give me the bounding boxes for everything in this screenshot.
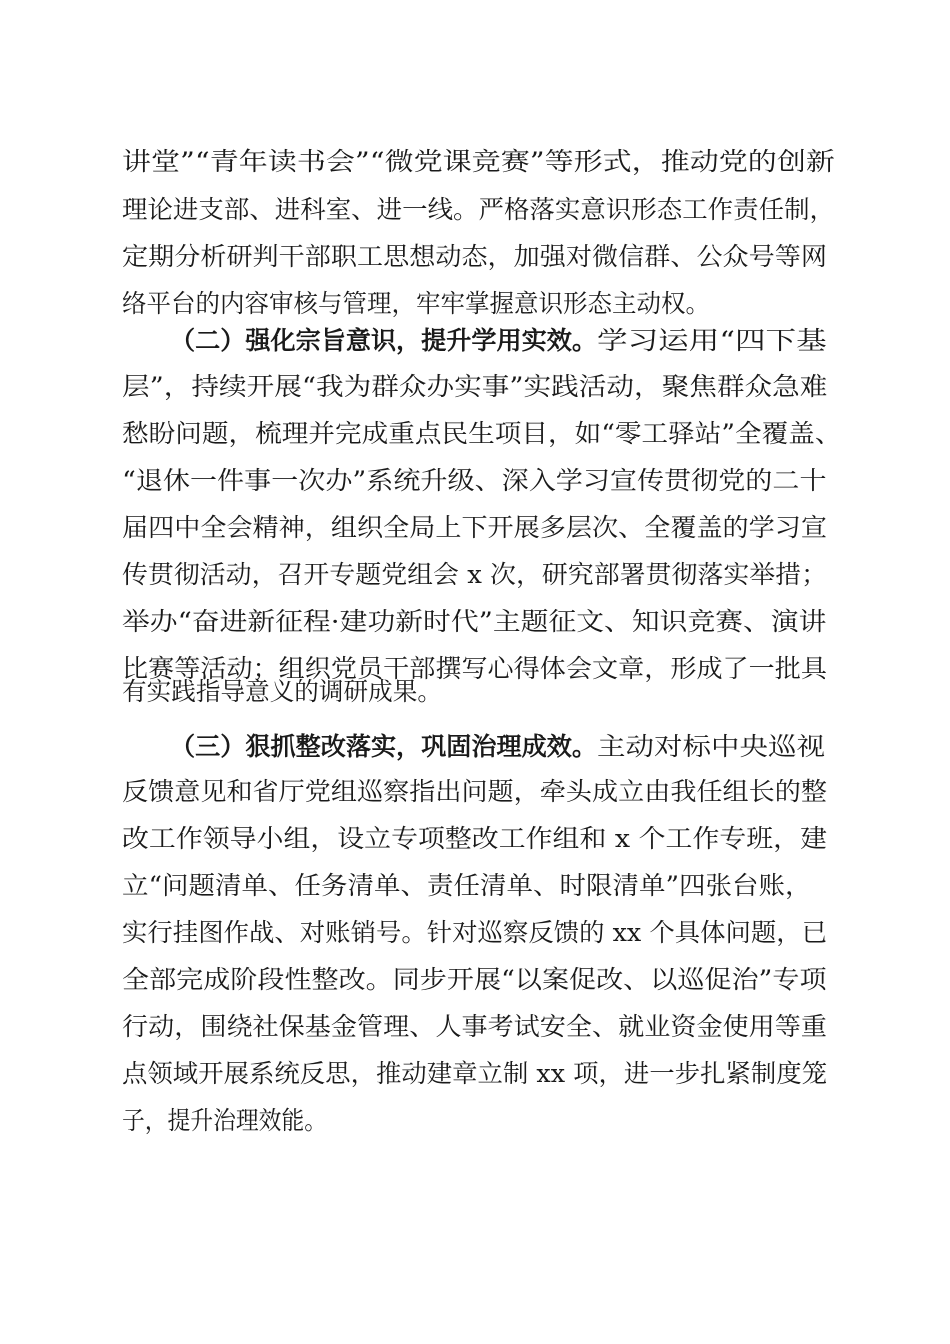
paragraph-line <box>0 321 950 361</box>
paragraph-line <box>0 190 950 230</box>
paragraph-line <box>0 772 950 812</box>
paragraph-line <box>0 602 950 642</box>
line-text: 愁盼问题，梳理并完成重点民生项目，如“零工驿站”全覆盖、 <box>122 419 842 448</box>
paragraph-line <box>0 1054 950 1094</box>
paragraph-line <box>0 1101 950 1141</box>
line-text: 传贯彻活动，召开专题党组会 x 次，研究部署贯彻落实举措； <box>122 560 827 589</box>
line-text: 反馈意见和省厅党组巡察指出问题，牵头成立由我任组长的整 <box>122 777 828 806</box>
paragraph-line <box>0 508 950 548</box>
paragraph-line <box>0 819 950 859</box>
paragraph-line <box>0 237 950 277</box>
line-text: 改工作领导小组，设立专项整改工作组和 x 个工作专班，建 <box>122 824 827 853</box>
line-text: 理论进支部、进科室、进一线。严格落实意识形态工作责任制， <box>122 195 836 224</box>
paragraph-line <box>0 367 950 407</box>
line-text: 络平台的内容审核与管理，牢牢掌握意识形态主动权。 <box>122 289 711 318</box>
line-text: 点领域开展系统反思，推动建章立制 xx 项，进一步扎紧制度笼 <box>122 1059 828 1088</box>
section-heading: （三）狠抓整改落实，巩固治理成效。 <box>170 732 598 761</box>
paragraph-line <box>0 461 950 501</box>
paragraph-line <box>0 142 950 182</box>
line-text: 举办“奋进新征程·建功新时代”主题征文、知识竞赛、演讲 <box>122 607 827 636</box>
paragraph-line <box>0 1007 950 1047</box>
paragraph-line <box>0 555 950 595</box>
line-text: 定期分析研判干部职工思想动态，加强对微信群、公众号等网 <box>122 242 828 271</box>
line-text: 届四中全会精神，组织全局上下开展多层次、全覆盖的学习宣 <box>122 513 828 542</box>
paragraph-line <box>0 866 950 906</box>
line-text: “退休一件事一次办”系统升级、深入学习宣传贯彻党的二十 <box>122 466 827 495</box>
paragraph-line <box>0 284 950 324</box>
line-text: 层”，持续开展“我为群众办实事”实践活动，聚焦群众急难 <box>122 372 828 401</box>
line-text: 有实践指导意义的调研成果。 <box>122 677 443 706</box>
line-text: 主动对标中央巡视 <box>597 732 826 761</box>
line-text: 行动，围绕社保基金管理、人事考试安全、就业资金使用等重 <box>122 1012 828 1041</box>
line-text: 全部完成阶段性整改。同步开展“以案促改、以巡促治”专项 <box>122 965 827 994</box>
paragraph-line <box>0 414 950 454</box>
line-text: 子，提升治理效能。 <box>122 1106 328 1135</box>
section-heading: （二）强化宗旨意识，提升学用实效。 <box>170 326 598 355</box>
paragraph-line <box>0 913 950 953</box>
line-text: 比赛等活动；组织党员干部撰写心得体会文章，形成了一批具 <box>122 654 828 683</box>
paragraph-line <box>0 672 950 712</box>
paragraph-line <box>0 727 950 767</box>
line-text: 讲堂”“青年读书会”“微党课竞赛”等形式，推动党的创新 <box>122 147 835 176</box>
line-text: 立“问题清单、任务清单、责任清单、时限清单”四张台账， <box>122 871 812 900</box>
paragraph-line <box>0 960 950 1000</box>
line-text: 学习运用“四下基 <box>597 326 827 355</box>
line-text: 实行挂图作战、对账销号。针对巡察反馈的 xx 个具体问题，已 <box>122 918 828 947</box>
